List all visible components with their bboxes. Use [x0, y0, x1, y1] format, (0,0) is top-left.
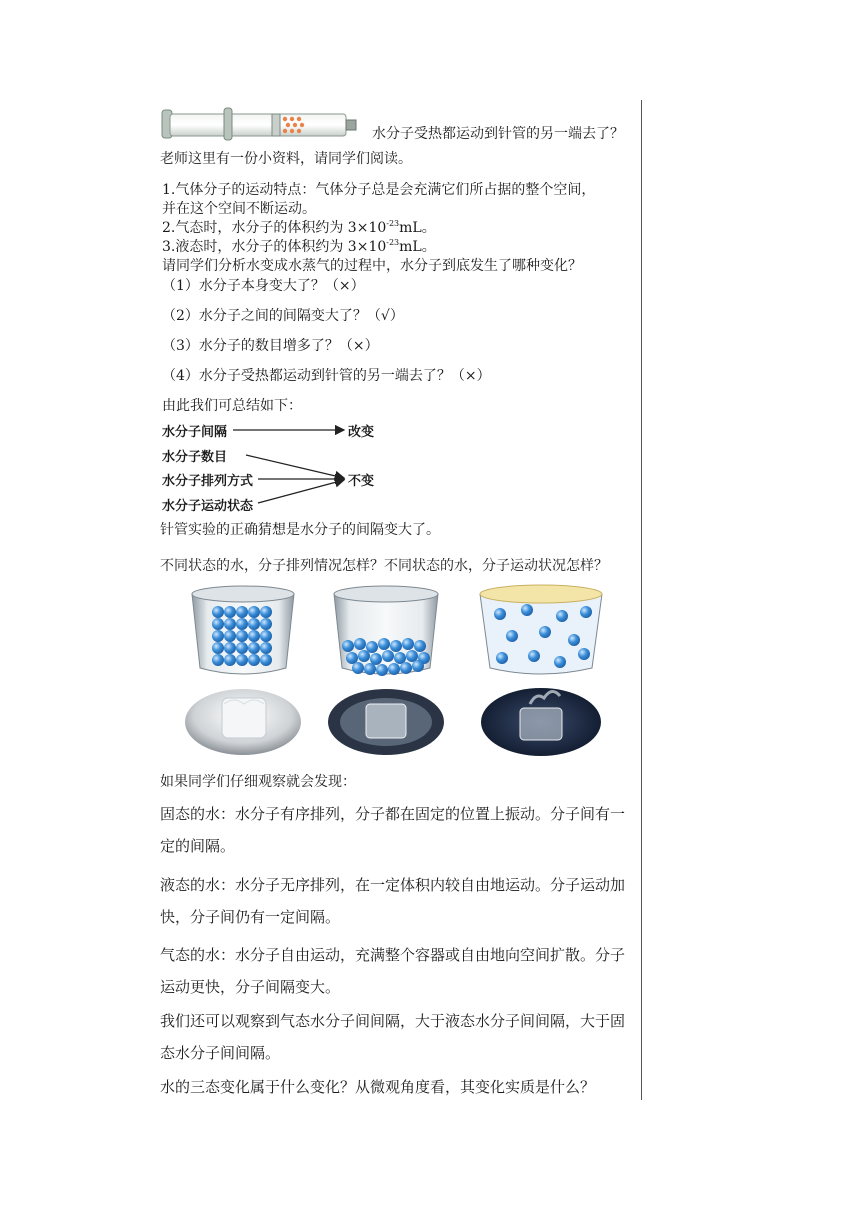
steam-photo [481, 688, 601, 756]
option-4: （4）水分子受热都运动到针管的另一端去了？（×） [162, 368, 491, 384]
liquid-water-photo [328, 689, 444, 755]
material-item-1-line-2: 并在这个空间不断运动。 [162, 201, 316, 217]
solid-description-line-2: 定的间隔。 [160, 837, 236, 855]
syringe-illustration [160, 104, 360, 144]
arrow-motion-unchanged [258, 480, 344, 503]
compare-line-2: 态水分子间间隔。 [160, 1044, 281, 1062]
gas-description-line-1: 气态的水：水分子自由运动，充满整个容器或自由地向空间扩散。分子 [160, 946, 626, 964]
conclusion: 针管实验的正确猜想是水分子的间隔变大了。 [160, 522, 440, 538]
gas-molecules-container [480, 585, 602, 674]
analysis-question: 请同学们分析水变成水蒸气的过程中，水分子到底发生了哪种变化？ [162, 258, 582, 274]
option-2: （2）水分子之间的间隔变大了？（√） [162, 308, 404, 324]
summary-intro: 由此我们可总结如下： [162, 398, 302, 414]
material-item-2-exponent: -23 [386, 219, 400, 228]
gas-description-line-2: 运动更快，分子间隔变大。 [160, 978, 341, 996]
diagram-label-arrangement: 水分子排列方式 [162, 474, 254, 489]
option-1: （1）水分子本身变大了？（×） [162, 278, 365, 294]
final-question: 水的三态变化属于什么变化？从微观角度看，其变化实质是什么？ [160, 1078, 596, 1096]
material-item-3-exponent: -23 [386, 238, 400, 247]
material-item-3-text: 3.液态时，水分子的体积约为 3×10 [162, 239, 387, 255]
liquid-description-line-2: 快，分子间仍有一定间隔。 [160, 908, 341, 926]
material-item-3-unit: mL。 [399, 239, 436, 255]
diagram-label-spacing: 水分子间隔 [162, 425, 228, 440]
material-item-3 [162, 237, 436, 257]
option-3: （3）水分子的数目增多了？（×） [162, 338, 379, 354]
material-item-1-line-1: 1.气体分子的运动特点：气体分子总是会充满它们所占据的整个空间， [162, 182, 596, 198]
diagram-label-count: 水分子数目 [162, 450, 228, 465]
diagram-label-unchanged: 不变 [348, 474, 375, 489]
solid-molecules-container [192, 586, 294, 674]
ice-photo [185, 689, 301, 755]
arrow-count-unchanged [246, 455, 344, 478]
diagram-label-motion: 水分子运动状态 [162, 499, 254, 514]
syringe-question: 水分子受热都运动到针管的另一端去了？ [372, 126, 624, 142]
diagram-label-changed: 改变 [348, 425, 375, 440]
material-item-2-text: 2.气态时，水分子的体积约为 3×10 [162, 220, 387, 236]
right-margin-line [641, 100, 642, 1100]
solid-description-line-1: 固态的水：水分子有序排列，分子都在固定的位置上振动。分子间有一 [160, 805, 626, 823]
intro-text: 老师这里有一份小资料，请同学们阅读。 [160, 151, 412, 167]
material-item-2 [162, 218, 436, 238]
observe-intro: 如果同学们仔细观察就会发现： [160, 774, 356, 790]
water-states-illustration [162, 584, 605, 760]
compare-line-1: 我们还可以观察到气态水分子间间隔，大于液态水分子间间隔，大于固 [160, 1012, 626, 1030]
liquid-description-line-1: 液态的水：水分子无序排列，在一定体积内较自由地运动。分子运动加 [160, 876, 626, 894]
material-item-2-unit: mL。 [399, 220, 436, 236]
states-question: 不同状态的水，分子排列情况怎样？不同状态的水，分子运动状况怎样？ [160, 558, 608, 574]
diagram-arrows [160, 418, 360, 518]
liquid-molecules-container [334, 586, 438, 676]
